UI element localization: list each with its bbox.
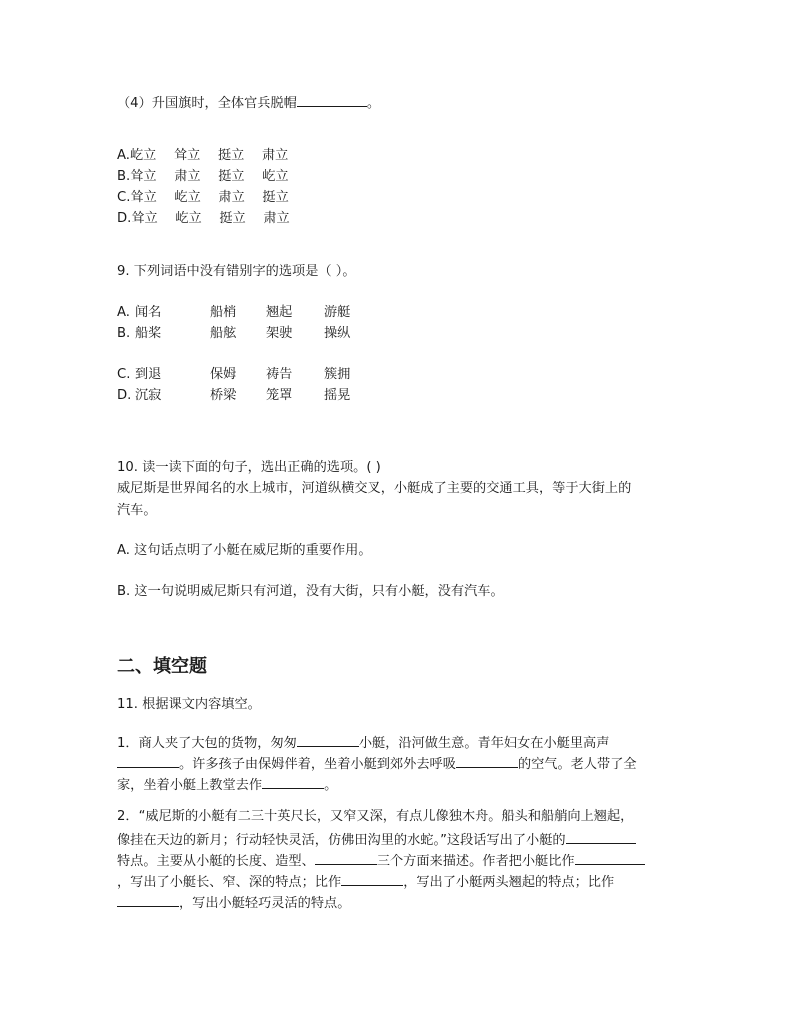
answer-blank[interactable]: [341, 870, 403, 886]
answer-blank[interactable]: [297, 91, 367, 107]
q8-4-option-c[interactable]: C.耸立 屹立 肃立 挺立: [117, 190, 289, 205]
section-heading: 二、填空题: [117, 656, 207, 677]
q11-p1-line-2: 。许多孩子由保姆伴着，坐着小艇到郊外去呼吸 的空气。老人带了全: [117, 752, 637, 775]
q10-passage-line-1: 威尼斯是世界闻名的水上城市，河道纵横交叉，小艇成了主要的交通工具，等于大街上的: [117, 481, 632, 496]
q10-option-b[interactable]: B. 这一句说明威尼斯只有河道，没有大街，只有小艇，没有汽车。: [117, 584, 504, 599]
q11-p2-line-2: 像挂在天边的新月；行动轻快灵活，仿佛田沟里的水蛇。”这段话写出了小艇的: [117, 828, 636, 851]
q8-4-option-d[interactable]: D.耸立 屹立 挺立 肃立: [117, 211, 290, 226]
q10-option-a[interactable]: A. 这句话点明了小艇在威尼斯的重要作用。: [117, 543, 372, 558]
q11-p2-line-1: 2．“威尼斯的小艇有二三十英尺长，又窄又深，有点儿像独木舟。船头和船艄向上翘起，: [117, 809, 634, 824]
answer-blank[interactable]: [117, 752, 179, 768]
answer-blank[interactable]: [262, 773, 324, 789]
q9-option-c[interactable]: C.到退 保姆 祷告 簇拥: [117, 367, 351, 382]
q9-option-a[interactable]: A.闻名 船梢 翘起 游艇: [117, 305, 351, 320]
answer-blank[interactable]: [297, 731, 359, 747]
q10-stem: 10. 读一读下面的句子，选出正确的选项。( ): [117, 460, 381, 475]
q9-option-b[interactable]: B.船桨 船舷 架驶 操纵: [117, 326, 351, 341]
q8-4-prefix: （4）升国旗时，全体官兵脱帽: [117, 96, 297, 111]
q8-4-suffix: 。: [366, 96, 381, 111]
q9-stem: 9. 下列词语中没有错别字的选项是（ ）。: [117, 264, 356, 279]
q11-stem: 11. 根据课文内容填空。: [117, 697, 261, 712]
q8-4-option-b[interactable]: B.耸立 肃立 挺立 屹立: [117, 169, 289, 184]
q11-p2-line-4: ，写出了小艇长、窄、深的特点；比作 ，写出了小艇两头翘起的特点；比作: [117, 870, 614, 893]
answer-blank[interactable]: [315, 849, 377, 865]
q8-4-option-a[interactable]: A.屹立 耸立 挺立 肃立: [117, 148, 289, 163]
q10-passage-line-2: 汽车。: [117, 503, 157, 518]
answer-blank[interactable]: [566, 828, 636, 844]
q11-p2-line-5: ，写出小艇轻巧灵活的特点。: [117, 891, 350, 914]
q11-p1-line-3: 家，坐着小艇上教堂去作 。: [117, 773, 337, 796]
q9-option-d[interactable]: D.沉寂 桥梁 笼罩 摇晃: [117, 388, 351, 403]
answer-blank[interactable]: [117, 891, 179, 907]
q11-p2-line-3: 特点。主要从小艇的长度、造型、 三个方面来描述。作者把小艇比作: [117, 849, 645, 872]
q11-p1-line-1: 1．商人夹了大包的货物，匆匆 小艇，沿河做生意。青年妇女在小艇里高声: [117, 731, 609, 754]
q8-4-stem: [117, 91, 380, 114]
answer-blank[interactable]: [456, 752, 518, 768]
answer-blank[interactable]: [575, 849, 645, 865]
